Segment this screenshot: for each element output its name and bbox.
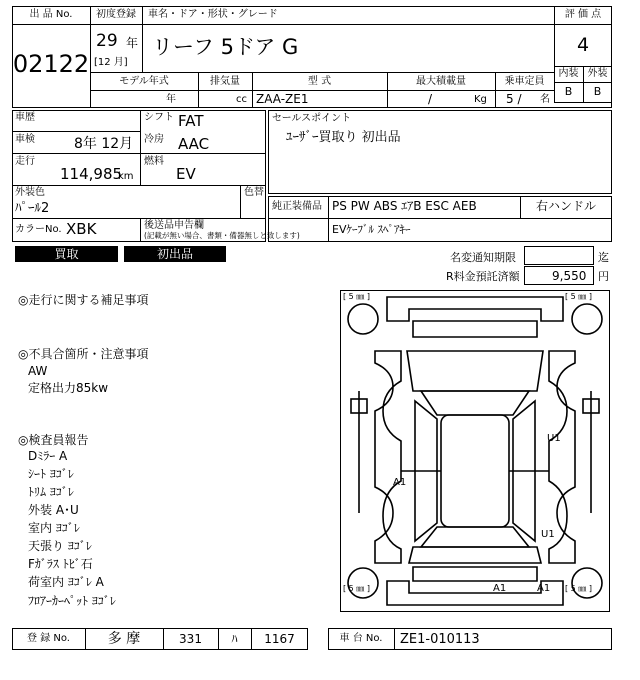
mileage-unit: km	[118, 171, 134, 182]
first-reg-month: [12 月]	[94, 57, 128, 68]
lot-no-label: 出 品 No.	[29, 9, 73, 20]
color-no-value: XBK	[66, 220, 97, 238]
chassis-label: 車 台 No.	[339, 633, 383, 644]
name-change-unit: 迄	[598, 251, 609, 264]
registration-class: 331	[179, 632, 202, 646]
capacity-unit: 名	[540, 94, 550, 105]
defects-line: 定格出力85kw	[28, 381, 109, 395]
type-value: ZAA-ZE1	[256, 92, 309, 106]
driving-notes-title: ◎走行に関する補足事項	[18, 293, 149, 307]
damage-mark: U1	[547, 433, 561, 444]
displacement-label: 排気量	[210, 76, 240, 87]
max-load-unit: Kg	[474, 94, 487, 105]
registration-label: 登 録 No.	[27, 633, 70, 644]
sales-point-text: ﾕｰｻﾞｰ買取り 初出品	[286, 130, 401, 145]
genuine-equip-label: 純正装備品	[272, 201, 322, 212]
type-label: 型 式	[307, 76, 332, 87]
tire-front-left-icon	[348, 304, 378, 334]
capacity-value: 5 /	[506, 92, 522, 106]
post-docs-label: 後送品申告欄	[144, 220, 204, 231]
car-diagram-frame	[340, 290, 610, 612]
tag-first-listing: 初出品	[124, 246, 226, 262]
inspection-label: 車検	[15, 134, 35, 145]
model-year-unit: 年	[166, 94, 176, 105]
shift-label: シフト	[144, 112, 174, 123]
post-docs-value: EVｹｰﾌﾞﾙ ｽﾍﾟｱｷｰ	[332, 223, 411, 236]
first-reg-label: 初度登録	[96, 9, 136, 20]
tag-buyback: 買取	[15, 246, 118, 262]
displacement-unit: cc	[236, 94, 247, 105]
color-no-label: カラーNo.	[15, 224, 62, 235]
interior-grade: B	[564, 85, 573, 98]
post-docs-note: (記載が無い場合、書類・備器無しと致します)	[144, 231, 300, 240]
inspector-line: Fｶﾞﾗｽ ﾄﾋﾞ石	[28, 557, 93, 571]
fuel-label: 燃料	[144, 156, 164, 167]
history-label: 車歴	[15, 112, 35, 123]
registration-number: 1167	[264, 632, 295, 646]
exterior-grade: B	[593, 85, 602, 98]
inspector-title: ◎検査員報告	[18, 433, 89, 447]
shift-value: FAT	[178, 112, 204, 130]
first-reg-year-unit: 年	[126, 36, 139, 50]
score-label: 評 価 点	[564, 9, 602, 20]
score: 4	[576, 34, 590, 56]
damage-mark: A1	[393, 477, 407, 488]
capacity-label: 乗車定員	[504, 76, 545, 87]
chassis-value: ZE1-010113	[400, 632, 480, 647]
first-reg-year: 29	[96, 31, 118, 51]
exterior-color-label: 外装色	[15, 187, 45, 198]
defects-title: ◎不具合箇所・注意事項	[18, 347, 149, 361]
tire-tread-label: [ 5 ㎜ ]	[343, 584, 370, 593]
ac-label: 冷房	[144, 134, 164, 145]
steering-value: 右ハンドル	[536, 199, 597, 213]
inspector-line: ｼｰﾄ ﾖｺﾞﾚ	[28, 467, 74, 481]
inspector-line: 室内 ﾖｺﾞﾚ	[28, 521, 80, 535]
inspector-line: 荷室内 ﾖｺﾞﾚ A	[28, 575, 104, 589]
registration-region: 多 摩	[107, 631, 141, 647]
inspection-value: 8年 12月	[74, 136, 134, 152]
inspector-line: 外装 A･U	[28, 503, 79, 517]
car-name-label: 車名・ドア・形状・グレード	[148, 9, 278, 20]
tire-tread-label: [ 5 ㎜ ]	[565, 292, 592, 301]
damage-mark: A1	[493, 583, 507, 594]
interior-label: 内装	[558, 68, 579, 79]
defects-line: AW	[28, 364, 48, 378]
car-diagram	[341, 291, 609, 611]
tire-rear-left-icon	[348, 568, 378, 598]
recycle-value: 9,550	[552, 269, 587, 283]
name-change-box	[524, 246, 594, 265]
max-load-value: /	[428, 92, 433, 106]
inspector-line: ﾌﾛｱｰｶｰﾍﾟｯﾄ ﾖｺﾞﾚ	[28, 594, 116, 608]
max-load-label: 最大積載量	[416, 76, 466, 87]
inspector-line: ﾄﾘﾑ ﾖｺﾞﾚ	[28, 485, 74, 499]
lot-no: 02122	[12, 50, 90, 78]
damage-mark: A1	[537, 583, 551, 594]
details-left-frame	[12, 110, 266, 242]
exterior-label: 外装	[587, 68, 608, 79]
inspector-line: Dﾐﾗｰ A	[28, 449, 68, 463]
ac-value: AAC	[178, 135, 210, 153]
color-change-label: 色替	[244, 187, 264, 198]
fuel-value: EV	[176, 165, 196, 183]
mileage-value: 114,985	[60, 165, 123, 183]
exterior-color-value: ﾊﾟｰﾙ2	[15, 201, 50, 216]
model-year-label: モデル年式	[119, 76, 169, 87]
name-change-label: 名変通知期限	[450, 251, 516, 264]
tire-tread-label: [ 5 ㎜ ]	[565, 584, 592, 593]
tire-rear-right-icon	[572, 568, 602, 598]
inspector-line: 天張り ﾖｺﾞﾚ	[28, 539, 92, 553]
registration-kana: ﾊ	[231, 632, 238, 646]
damage-mark: U1	[541, 529, 555, 540]
tire-tread-label: [ 5 ㎜ ]	[343, 292, 370, 301]
recycle-unit: 円	[598, 270, 609, 283]
recycle-label: R料金預託済額	[446, 270, 520, 283]
genuine-equip-value: PS PW ABS ｴｱB ESC AEB	[332, 199, 477, 213]
car-name: リーフ 5ドア G	[152, 35, 299, 59]
mileage-label: 走行	[15, 156, 35, 167]
sales-point-label: セールスポイント	[272, 113, 352, 124]
tire-front-right-icon	[572, 304, 602, 334]
